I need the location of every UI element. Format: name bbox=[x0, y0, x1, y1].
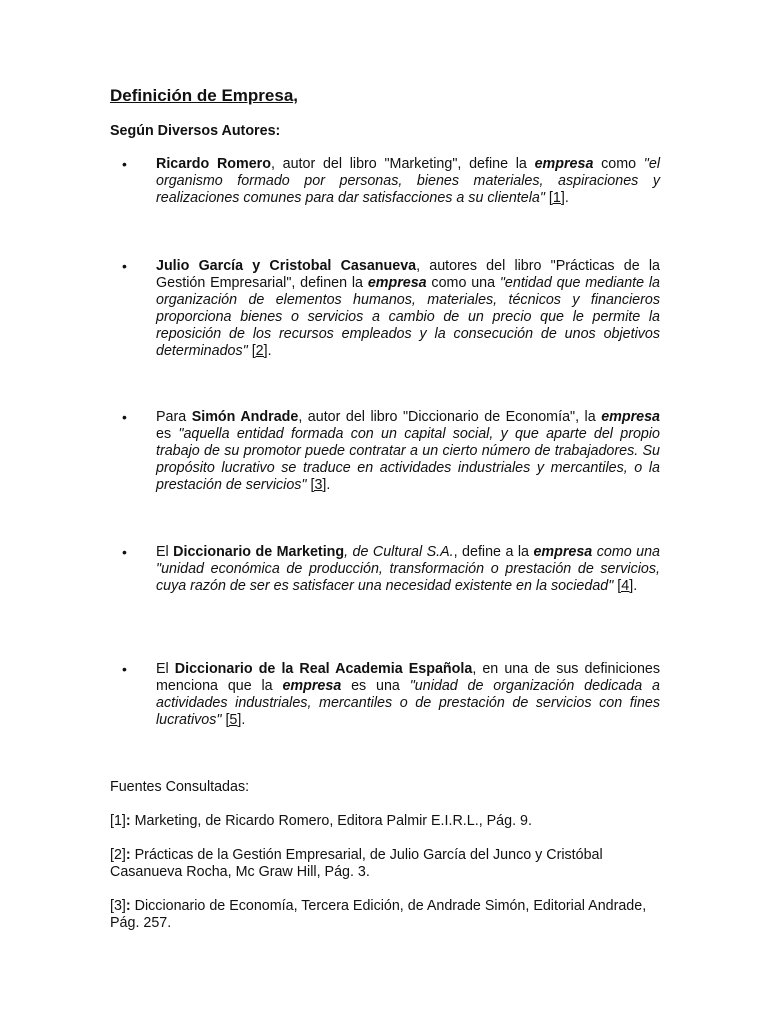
author-name: Diccionario de la Real Academia Española bbox=[174, 661, 473, 677]
definition-item bbox=[110, 258, 660, 360]
document-title: Definición de Empresa, bbox=[110, 86, 298, 105]
definition-text: Julio García y Cristobal Casanueva, autores del libro "Prácticas de la Gestión Empresarial", definen la empresa como una "entidad que mediante la organización de elementos humanos, materiales, técnicos y financieros proporciona bienes o servicios a cambio de un precio que le permite la reposición de los recursos empleados y la consecución de unos objetivos determinados" [2]. bbox=[156, 258, 661, 359]
keyword: empresa bbox=[533, 544, 593, 560]
source-entry: [2]: Prácticas de la Gestión Empresarial, de Julio García del Junco y Cristóbal Casanueva Rocha, Mc Graw Hill, Pág. 3. bbox=[110, 847, 603, 880]
definition-quote: como una "unidad económica de producción, transformación o prestación de servicios, cuya razón de ser es satisfacer una necesidad existente en la sociedad" bbox=[156, 544, 660, 594]
definition-quote: "aquella entidad formada con un capital social, y que aparte del propio trabajo de su promotor puede contratar a un cierto número de trabajadores. Su propósito lucrativo se traduce en actividades industriales y mercantiles, o la prestación de servicios" bbox=[156, 426, 660, 493]
source-entry: [3]: Diccionario de Economía, Tercera Edición, de Andrade Simón, Editorial Andrade, Pág. 257. bbox=[110, 898, 647, 931]
footnote-link-2[interactable]: [2] bbox=[251, 343, 268, 359]
definition-item bbox=[110, 409, 660, 494]
definition-item bbox=[110, 544, 660, 595]
sources-heading: Fuentes Consultadas: bbox=[110, 779, 250, 795]
definition-text: El Diccionario de Marketing, de Cultural S.A., define a la empresa como una "unidad económica de producción, transformación o prestación de servicios, cuya razón de ser es satisfacer una necesidad existente en la sociedad" [4]. bbox=[156, 544, 660, 594]
keyword: empresa bbox=[282, 678, 342, 694]
source-ref: [2] bbox=[110, 847, 126, 863]
keyword: empresa bbox=[367, 275, 427, 291]
footnote-link-5[interactable]: [5] bbox=[225, 712, 242, 728]
bullet-icon: • bbox=[122, 409, 127, 425]
author-name: Julio García y Cristobal Casanueva bbox=[156, 258, 417, 274]
source-entry: [1]: Marketing, de Ricardo Romero, Editora Palmir E.I.R.L., Pág. 9. bbox=[110, 813, 532, 829]
source-text: Diccionario de Economía, Tercera Edición, de Andrade Simón, Editorial Andrade, Pág. 257. bbox=[110, 898, 647, 931]
author-name: Diccionario de Marketing bbox=[173, 544, 345, 560]
bullet-icon: • bbox=[122, 156, 127, 172]
footnote-link-3[interactable]: [3] bbox=[310, 477, 327, 493]
definition-quote: "unidad de organización dedicada a actividades industriales, mercantiles o de prestación de servicios con fines lucrativos" bbox=[156, 678, 660, 728]
definition-text: Para Simón Andrade, autor del libro "Diccionario de Economía", la empresa es "aquella entidad formada con un capital social, y que aparte del propio trabajo de su promotor puede contratar a un cierto número de trabajadores. Su propósito lucrativo se traduce en actividades industriales y mercantiles, o la prestación de servicios" [3]. bbox=[156, 409, 661, 493]
source-text: Prácticas de la Gestión Empresarial, de Julio García del Junco y Cristóbal Casanueva Rocha, Mc Graw Hill, Pág. 3. bbox=[110, 847, 603, 880]
source-text: Marketing, de Ricardo Romero, Editora Palmir E.I.R.L., Pág. 9. bbox=[130, 813, 532, 829]
bullet-icon: • bbox=[122, 258, 127, 274]
source-ref: [1] bbox=[110, 813, 126, 829]
footnote-link-4[interactable]: [4] bbox=[617, 578, 634, 594]
keyword: empresa bbox=[601, 409, 661, 425]
footnote-link-1[interactable]: [1] bbox=[548, 190, 565, 206]
author-name: Ricardo Romero bbox=[156, 156, 271, 172]
definition-quote: "entidad que mediante la organización de elementos humanos, materiales, técnicos y financieros proporciona bienes o servicios a cambio de un precio que le permite la reposición de los recursos empleados y la consecución de unos objetivos determinados" bbox=[156, 275, 661, 359]
author-name: Simón Andrade bbox=[191, 409, 299, 425]
definition-quote: "el organismo formado por personas, bienes materiales, aspiraciones y realizaciones comunes para dar satisfacciones a su clientela" bbox=[156, 156, 660, 206]
keyword: empresa bbox=[534, 156, 594, 172]
bullet-icon: • bbox=[122, 661, 127, 677]
bullet-icon: • bbox=[122, 544, 127, 560]
definition-text: El Diccionario de la Real Academia Española, en una de sus definiciones menciona que la empresa es una "unidad de organización dedicada a actividades industriales, mercantiles o de prestación de servicios con fines lucrativos" [5]. bbox=[156, 661, 661, 728]
source-ref: [3] bbox=[110, 898, 126, 914]
definition-text: Ricardo Romero, autor del libro "Marketing", define la empresa como "el organismo formado por personas, bienes materiales, aspiraciones y realizaciones comunes para dar satisfacciones a su clientela" [1]. bbox=[156, 156, 660, 206]
definition-item bbox=[110, 661, 660, 729]
definition-item bbox=[110, 156, 660, 207]
document-subtitle: Según Diversos Autores: bbox=[110, 123, 281, 139]
